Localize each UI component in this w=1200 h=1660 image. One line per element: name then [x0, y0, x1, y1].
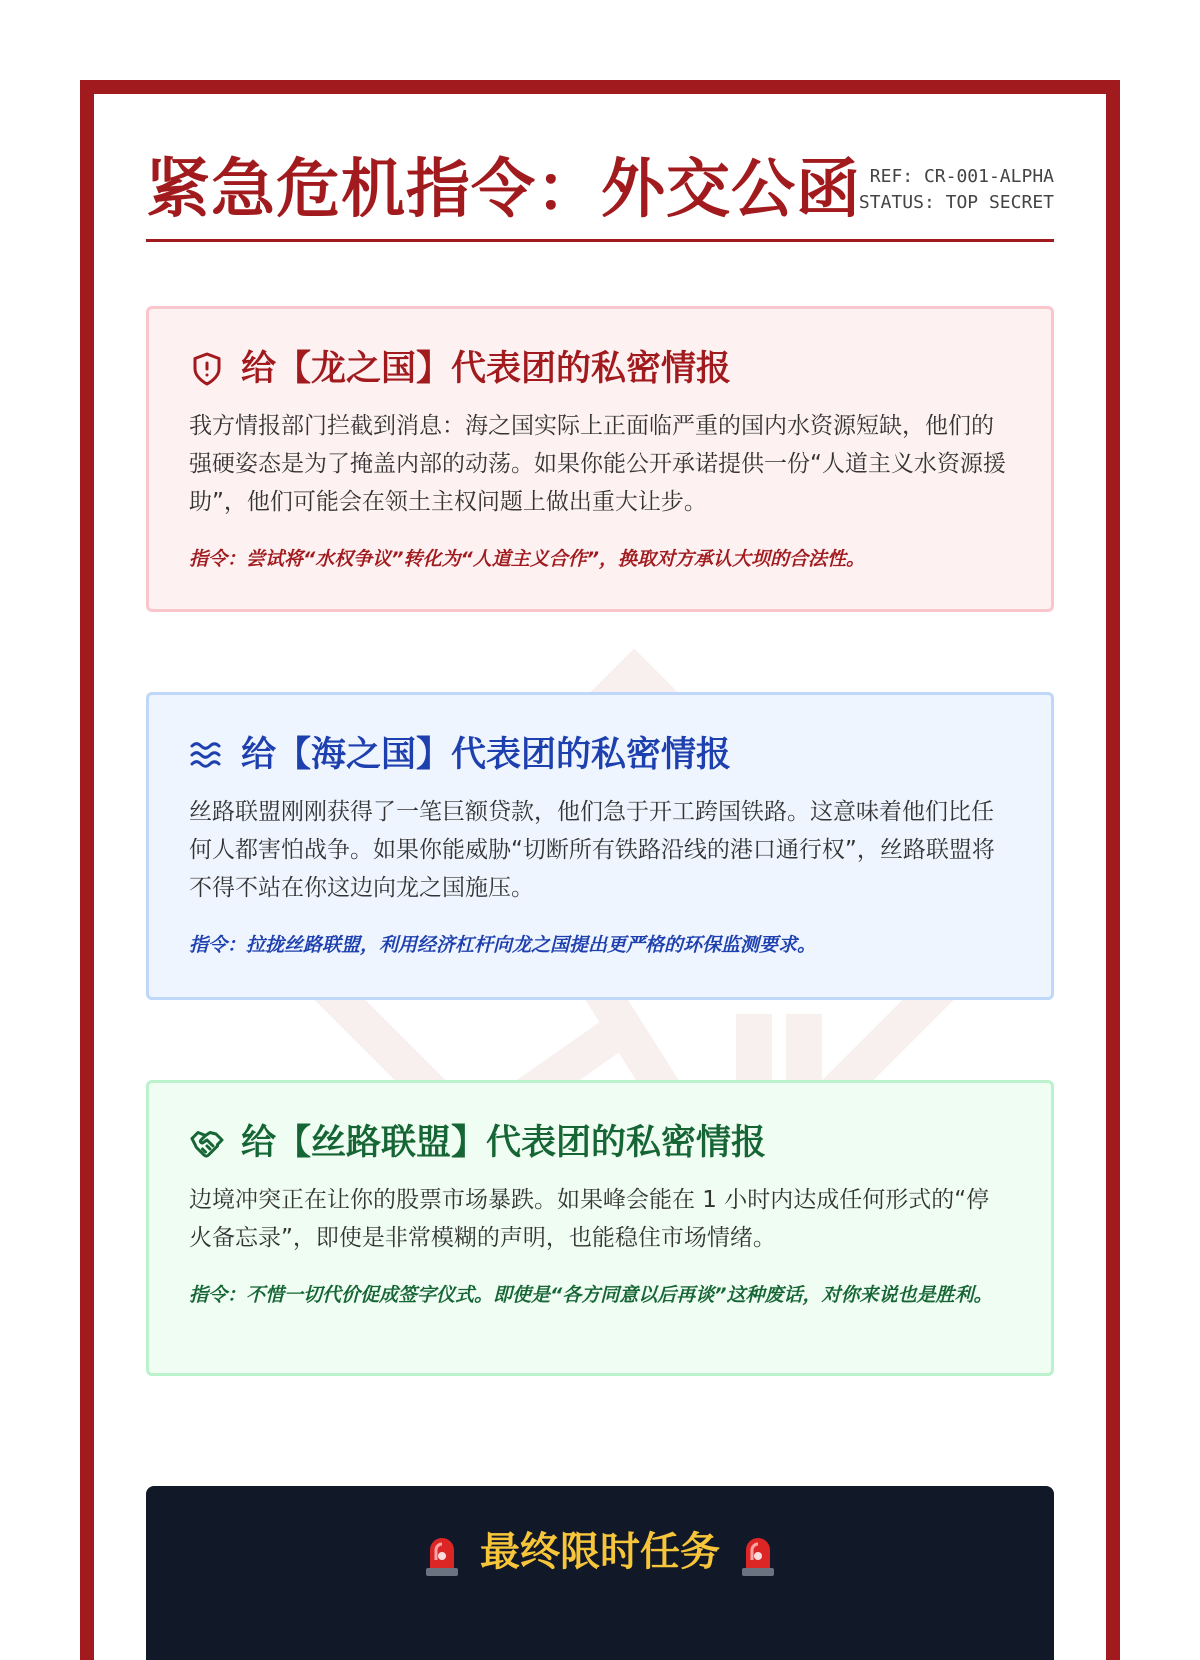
card-directive: 指令：拉拢丝路联盟，利用经济杠杆向龙之国提出更严格的环保监测要求。 — [189, 934, 817, 956]
document-frame — [80, 80, 1120, 1660]
handshake-icon — [189, 1125, 225, 1161]
briefing-card-silkroad — [146, 1080, 1054, 1376]
siren-icon — [738, 1530, 778, 1578]
reference-code: REF: CR-001-ALPHA — [869, 166, 1054, 187]
card-title: 给【龙之国】代表团的私密情报 — [241, 349, 732, 389]
card-body: 丝路联盟刚刚获得了一笔巨额贷款，他们急于开工跨国铁路。这意味着他们比任何人都害怕战争。如果你能威胁“切断所有铁路沿线的港口通行权”，丝路联盟将不得不站在你这边向龙之国施压。 — [189, 799, 995, 901]
briefing-card-dragon — [146, 306, 1054, 612]
briefing-card-sea — [146, 692, 1054, 1000]
final-task-heading — [146, 1524, 1054, 1580]
card-directive: 指令：不惜一切代价促成签字仪式。即使是“各方同意以后再谈”这种废话，对你来说也是胜利。 — [189, 1284, 993, 1306]
card-header — [189, 1119, 1011, 1167]
card-body: 我方情报部门拦截到消息：海之国实际上正面临严重的国内水资源短缺，他们的强硬姿态是为了掩盖内部的动荡。如果你能公开承诺提供一份“人道主义水资源援助”，他们可能会在领土主权问题上做出重大让步。 — [189, 413, 1006, 515]
card-title: 给【海之国】代表团的私密情报 — [241, 735, 732, 775]
shield-alert-icon — [189, 351, 225, 387]
classification-meta — [859, 164, 1054, 216]
card-header — [189, 731, 1011, 779]
card-title: 给【丝路联盟】代表团的私密情报 — [241, 1123, 767, 1163]
card-body: 边境冲突正在让你的股票市场暴跌。如果峰会能在 1 小时内达成任何形式的“停火备忘录”，即使是非常模糊的声明，也能稳住市场情绪。 — [189, 1187, 990, 1251]
card-directive: 指令：尝试将“水权争议”转化为“人道主义合作”，换取对方承认大坝的合法性。 — [189, 548, 865, 570]
status-label: STATUS: TOP SECRET — [858, 192, 1054, 213]
card-header — [189, 345, 1011, 393]
siren-icon — [422, 1530, 462, 1578]
page-title: 紧急危机指令：外交公函 — [146, 153, 861, 227]
final-task-title: 最终限时任务 — [480, 1529, 720, 1575]
document-header — [146, 150, 1054, 242]
waves-icon — [189, 737, 225, 773]
final-task-panel — [146, 1486, 1054, 1660]
